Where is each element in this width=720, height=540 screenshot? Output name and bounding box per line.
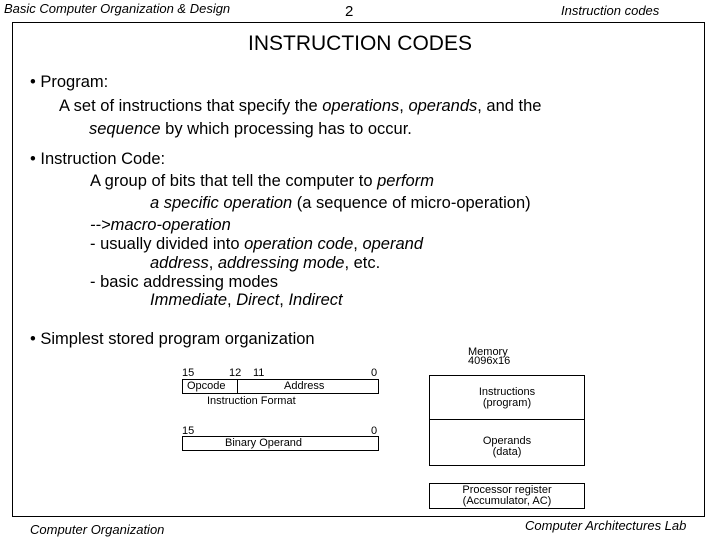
emphasis: Immediate — [150, 291, 228, 309]
emphasis: operands — [408, 97, 478, 115]
program-label: (program) — [482, 397, 532, 409]
ic-line-3 — [90, 216, 231, 235]
emphasis: operations — [322, 97, 400, 115]
emphasis: perform — [377, 172, 434, 190]
page-number: 2 — [345, 3, 354, 20]
ic-line-5 — [150, 254, 380, 273]
binary-operand-label: Binary Operand — [225, 437, 303, 449]
simplest-heading-line — [30, 330, 315, 349]
bit-0-label: 0 — [371, 367, 378, 379]
footer-left: Computer Organization — [30, 522, 165, 537]
register-title: Processor register — [462, 484, 552, 496]
text: by which processing has to occur. — [160, 120, 412, 138]
processor-register-box — [429, 483, 585, 509]
address-field: Address — [284, 380, 325, 392]
text: (a sequence of micro-operation) — [292, 194, 531, 212]
text: , and the — [477, 97, 542, 115]
emphasis: sequence — [89, 120, 161, 138]
header-right: Instruction codes — [561, 3, 660, 18]
program-line-1 — [59, 97, 542, 116]
text: , etc. — [344, 254, 381, 272]
footer-right: Computer Architectures Lab — [525, 518, 687, 533]
bit-11-label: 11 — [253, 367, 265, 379]
operand-bit-15-label: 15 — [182, 425, 195, 437]
emphasis: operation code — [244, 235, 354, 253]
text: , — [208, 254, 218, 272]
memory-box — [429, 375, 585, 466]
page-title: INSTRUCTION CODES — [247, 32, 472, 55]
program-heading-line — [30, 73, 108, 92]
text: , — [227, 291, 237, 309]
text: , — [279, 291, 289, 309]
operand-bit-0-label: 0 — [371, 425, 378, 437]
simplest-heading: Simplest stored program organization — [40, 330, 315, 348]
ic-line-4 — [90, 235, 423, 254]
bullet: • — [30, 330, 36, 348]
instructions-section — [430, 387, 584, 409]
text: A set of instructions that specify the — [59, 97, 323, 115]
register-subtitle: (Accumulator, AC) — [462, 495, 552, 507]
instructions-label: Instructions — [478, 386, 536, 398]
operands-label: Operands — [482, 435, 532, 447]
header-left: Basic Computer Organization & Design — [4, 1, 231, 16]
ic-line-6 — [90, 273, 278, 292]
field-divider — [237, 380, 238, 393]
bullet: • — [30, 73, 36, 91]
binary-operand-box — [182, 436, 379, 451]
bit-12-label: 12 — [229, 367, 242, 379]
emphasis: address — [150, 254, 209, 272]
ic-line-1 — [90, 172, 434, 191]
ic-line-2 — [150, 194, 531, 213]
opcode-field: Opcode — [187, 380, 226, 392]
emphasis: a specific operation — [150, 194, 293, 212]
text: A group of bits that tell the computer to — [90, 172, 378, 190]
emphasis: Direct — [236, 291, 280, 309]
memory-size: 4096x16 — [468, 355, 511, 367]
instruction-code-heading-line — [30, 150, 165, 169]
instruction-code-heading: Instruction Code: — [40, 150, 166, 168]
text: - usually divided into — [90, 235, 245, 253]
emphasis: -->macro-operation — [90, 216, 231, 234]
text: - basic addressing modes — [90, 273, 279, 291]
instruction-format-box — [182, 379, 379, 394]
text: , — [353, 235, 363, 253]
ic-line-7 — [150, 291, 343, 310]
processor-register-label — [430, 485, 584, 507]
program-line-2 — [89, 120, 412, 139]
memory-title: Memory — [468, 346, 508, 358]
bit-15-label: 15 — [182, 367, 195, 379]
instruction-format-label: Instruction Format — [207, 395, 296, 407]
memory-divider — [430, 419, 584, 420]
emphasis: Indirect — [288, 291, 343, 309]
memory-label — [468, 348, 510, 366]
program-heading: Program: — [40, 73, 109, 91]
emphasis: addressing mode — [217, 254, 345, 272]
emphasis: operand — [362, 235, 423, 253]
text: , — [399, 97, 409, 115]
data-label: (data) — [492, 446, 522, 458]
operands-section — [430, 436, 584, 458]
bullet: • — [30, 150, 36, 168]
